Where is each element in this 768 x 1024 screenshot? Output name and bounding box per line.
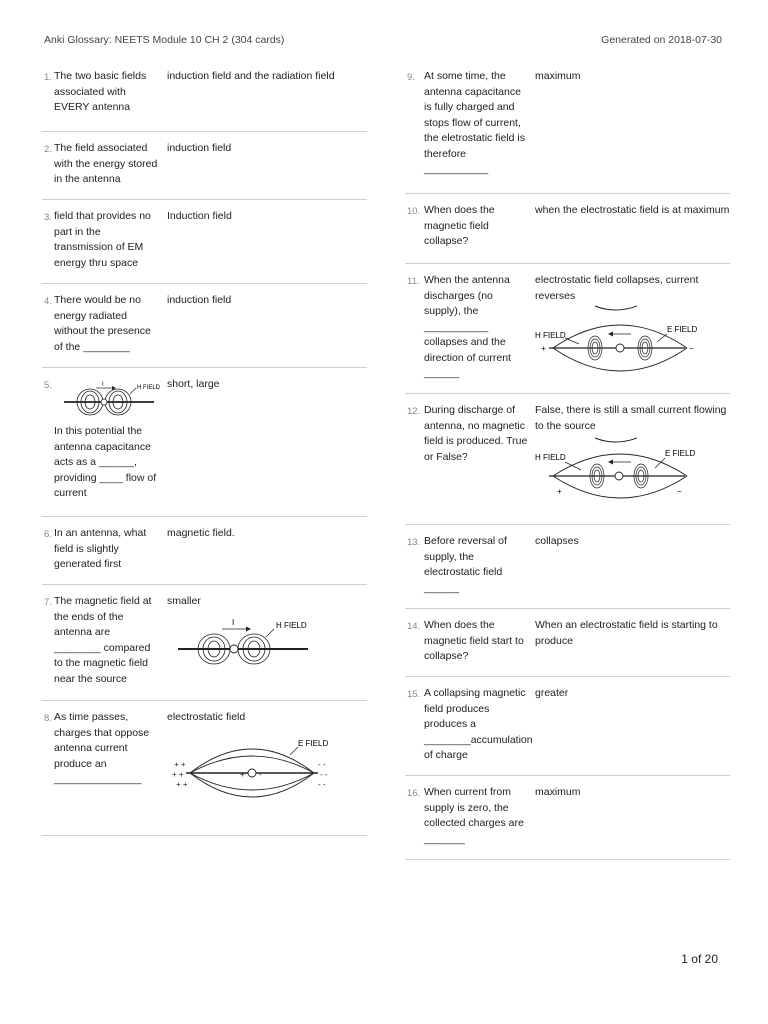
svg-text:−: − — [689, 344, 694, 353]
card-question: When does the magnetic field start to collapse? — [424, 619, 524, 662]
card-number: 15. — [407, 689, 421, 700]
h-field-label: H FIELD — [276, 621, 307, 630]
card-question: In this potential the antenna capacitance acts as a ______, providing ____ flow of current — [54, 425, 157, 499]
h-field-label: H FIELD — [535, 331, 566, 340]
svg-text:- -: - - — [318, 780, 326, 789]
card-16 — [405, 776, 730, 860]
card-10 — [405, 194, 730, 264]
card-number: 1. — [44, 72, 52, 83]
card-number: 9. — [407, 72, 415, 83]
card-answer: When an electrostatic field is starting to produce — [535, 619, 718, 647]
svg-text:+: + — [557, 487, 562, 496]
card-number: 2. — [44, 144, 52, 155]
e-field-label: E FIELD — [667, 325, 698, 334]
card-question: There would be no energy radiated without the presence of the ________ — [54, 294, 151, 353]
card-6 — [42, 517, 367, 585]
e-field-label: E FIELD — [298, 739, 329, 748]
antenna-e-field-diagram — [172, 733, 332, 815]
svg-text:- -: - - — [318, 760, 326, 769]
card-number: 5. — [44, 380, 52, 391]
h-field-label: H FIELD — [535, 453, 566, 462]
h-field-label: H FIELD — [137, 385, 160, 391]
card-answer: smaller — [167, 595, 201, 607]
card-number: 14. — [407, 621, 421, 632]
card-1 — [42, 60, 367, 132]
card-question: A collapsing magnetic field produces produces a ________accumulation of charge — [424, 687, 533, 761]
card-number: 10. — [407, 206, 421, 217]
card-question: The two basic fields associated with EVERY antenna — [54, 70, 147, 113]
antenna-h-field-diagram — [174, 615, 314, 665]
card-4 — [42, 284, 367, 368]
card-question: As time passes, charges that oppose antenna current produce an _______________ — [54, 711, 150, 785]
svg-text:+: + — [541, 344, 546, 353]
card-3 — [42, 200, 367, 284]
card-answer: electrostatic field collapses, current reverses — [535, 274, 699, 302]
svg-text:−: − — [677, 487, 682, 496]
card-answer: when the electrostatic field is at maximum — [535, 204, 730, 216]
card-answer: maximum — [535, 70, 581, 82]
card-answer: induction field — [167, 294, 232, 306]
svg-text:+ +: + + — [172, 770, 184, 779]
antenna-collapse-diagram — [535, 302, 705, 386]
card-answer: electrostatic field — [167, 711, 246, 723]
card-number: 7. — [44, 597, 52, 608]
card-answer: maximum — [535, 786, 581, 798]
antenna-discharge-diagram — [535, 434, 705, 514]
card-13 — [405, 525, 730, 609]
card-question: The field associated with the energy stored in the antenna — [54, 142, 158, 185]
card-number: 12. — [407, 406, 421, 417]
card-question: When the antenna discharges (no supply), the ___________ collapses and the direction of current ______ — [424, 274, 511, 379]
card-number: 3. — [44, 212, 52, 223]
card-number: 6. — [44, 529, 52, 540]
card-question: When does the magnetic field collapse? — [424, 204, 495, 247]
card-question: field that provides no part in the transmission of EM energy thru space — [54, 210, 151, 269]
card-number: 13. — [407, 537, 421, 548]
card-number: 4. — [44, 296, 52, 307]
page-number: 1 of 20 — [681, 952, 718, 966]
card-answer: False, there is still a small current flowing to the source — [535, 404, 727, 432]
card-answer: magnetic field. — [167, 527, 235, 539]
current-label: I — [232, 618, 235, 627]
card-question: During discharge of antenna, no magnetic field is produced. True or False? — [424, 404, 528, 463]
card-5 — [42, 368, 367, 517]
card-answer: greater — [535, 687, 569, 699]
document-title: Anki Glossary: NEETS Module 10 CH 2 (304 cards) — [44, 34, 285, 46]
card-8 — [42, 701, 367, 836]
current-label: I — [102, 382, 104, 388]
card-question: At some time, the antenna capacitance is fully charged and stops flow of current, the eletrostatic field is therefore ___________ — [424, 70, 525, 175]
card-number: 16. — [407, 788, 421, 799]
card-question: When current from supply is zero, the collected charges are _______ — [424, 786, 524, 845]
card-question: The magnetic field at the ends of the antenna are ________ compared to the magnetic field near the source — [54, 595, 152, 685]
card-9 — [405, 60, 730, 194]
left-column — [42, 60, 367, 836]
svg-text:- -: - - — [320, 770, 328, 779]
card-question: Before reversal of supply, the electrostatic field ______ — [424, 535, 507, 594]
svg-text:+ +: + + — [176, 780, 188, 789]
antenna-h-field-diagram — [60, 380, 160, 416]
card-12 — [405, 394, 730, 525]
svg-text:+: + — [240, 770, 245, 779]
generated-date: Generated on 2018-07-30 — [601, 34, 722, 46]
card-question: In an antenna, what field is slightly generated first — [54, 527, 147, 570]
e-field-label: E FIELD — [665, 449, 696, 458]
card-14 — [405, 609, 730, 677]
card-11 — [405, 264, 730, 394]
right-column — [405, 60, 730, 860]
card-answer: Induction field — [167, 210, 232, 222]
card-2 — [42, 132, 367, 200]
svg-text:-: - — [259, 770, 262, 779]
card-answer: induction field — [167, 142, 232, 154]
svg-text:+ +: + + — [174, 760, 186, 769]
card-number: 11. — [407, 276, 420, 287]
card-answer: induction field and the radiation field — [167, 70, 335, 82]
card-15 — [405, 677, 730, 776]
card-7 — [42, 585, 367, 701]
card-answer: collapses — [535, 535, 579, 547]
card-number: 8. — [44, 713, 52, 724]
card-answer: short, large — [167, 378, 220, 390]
